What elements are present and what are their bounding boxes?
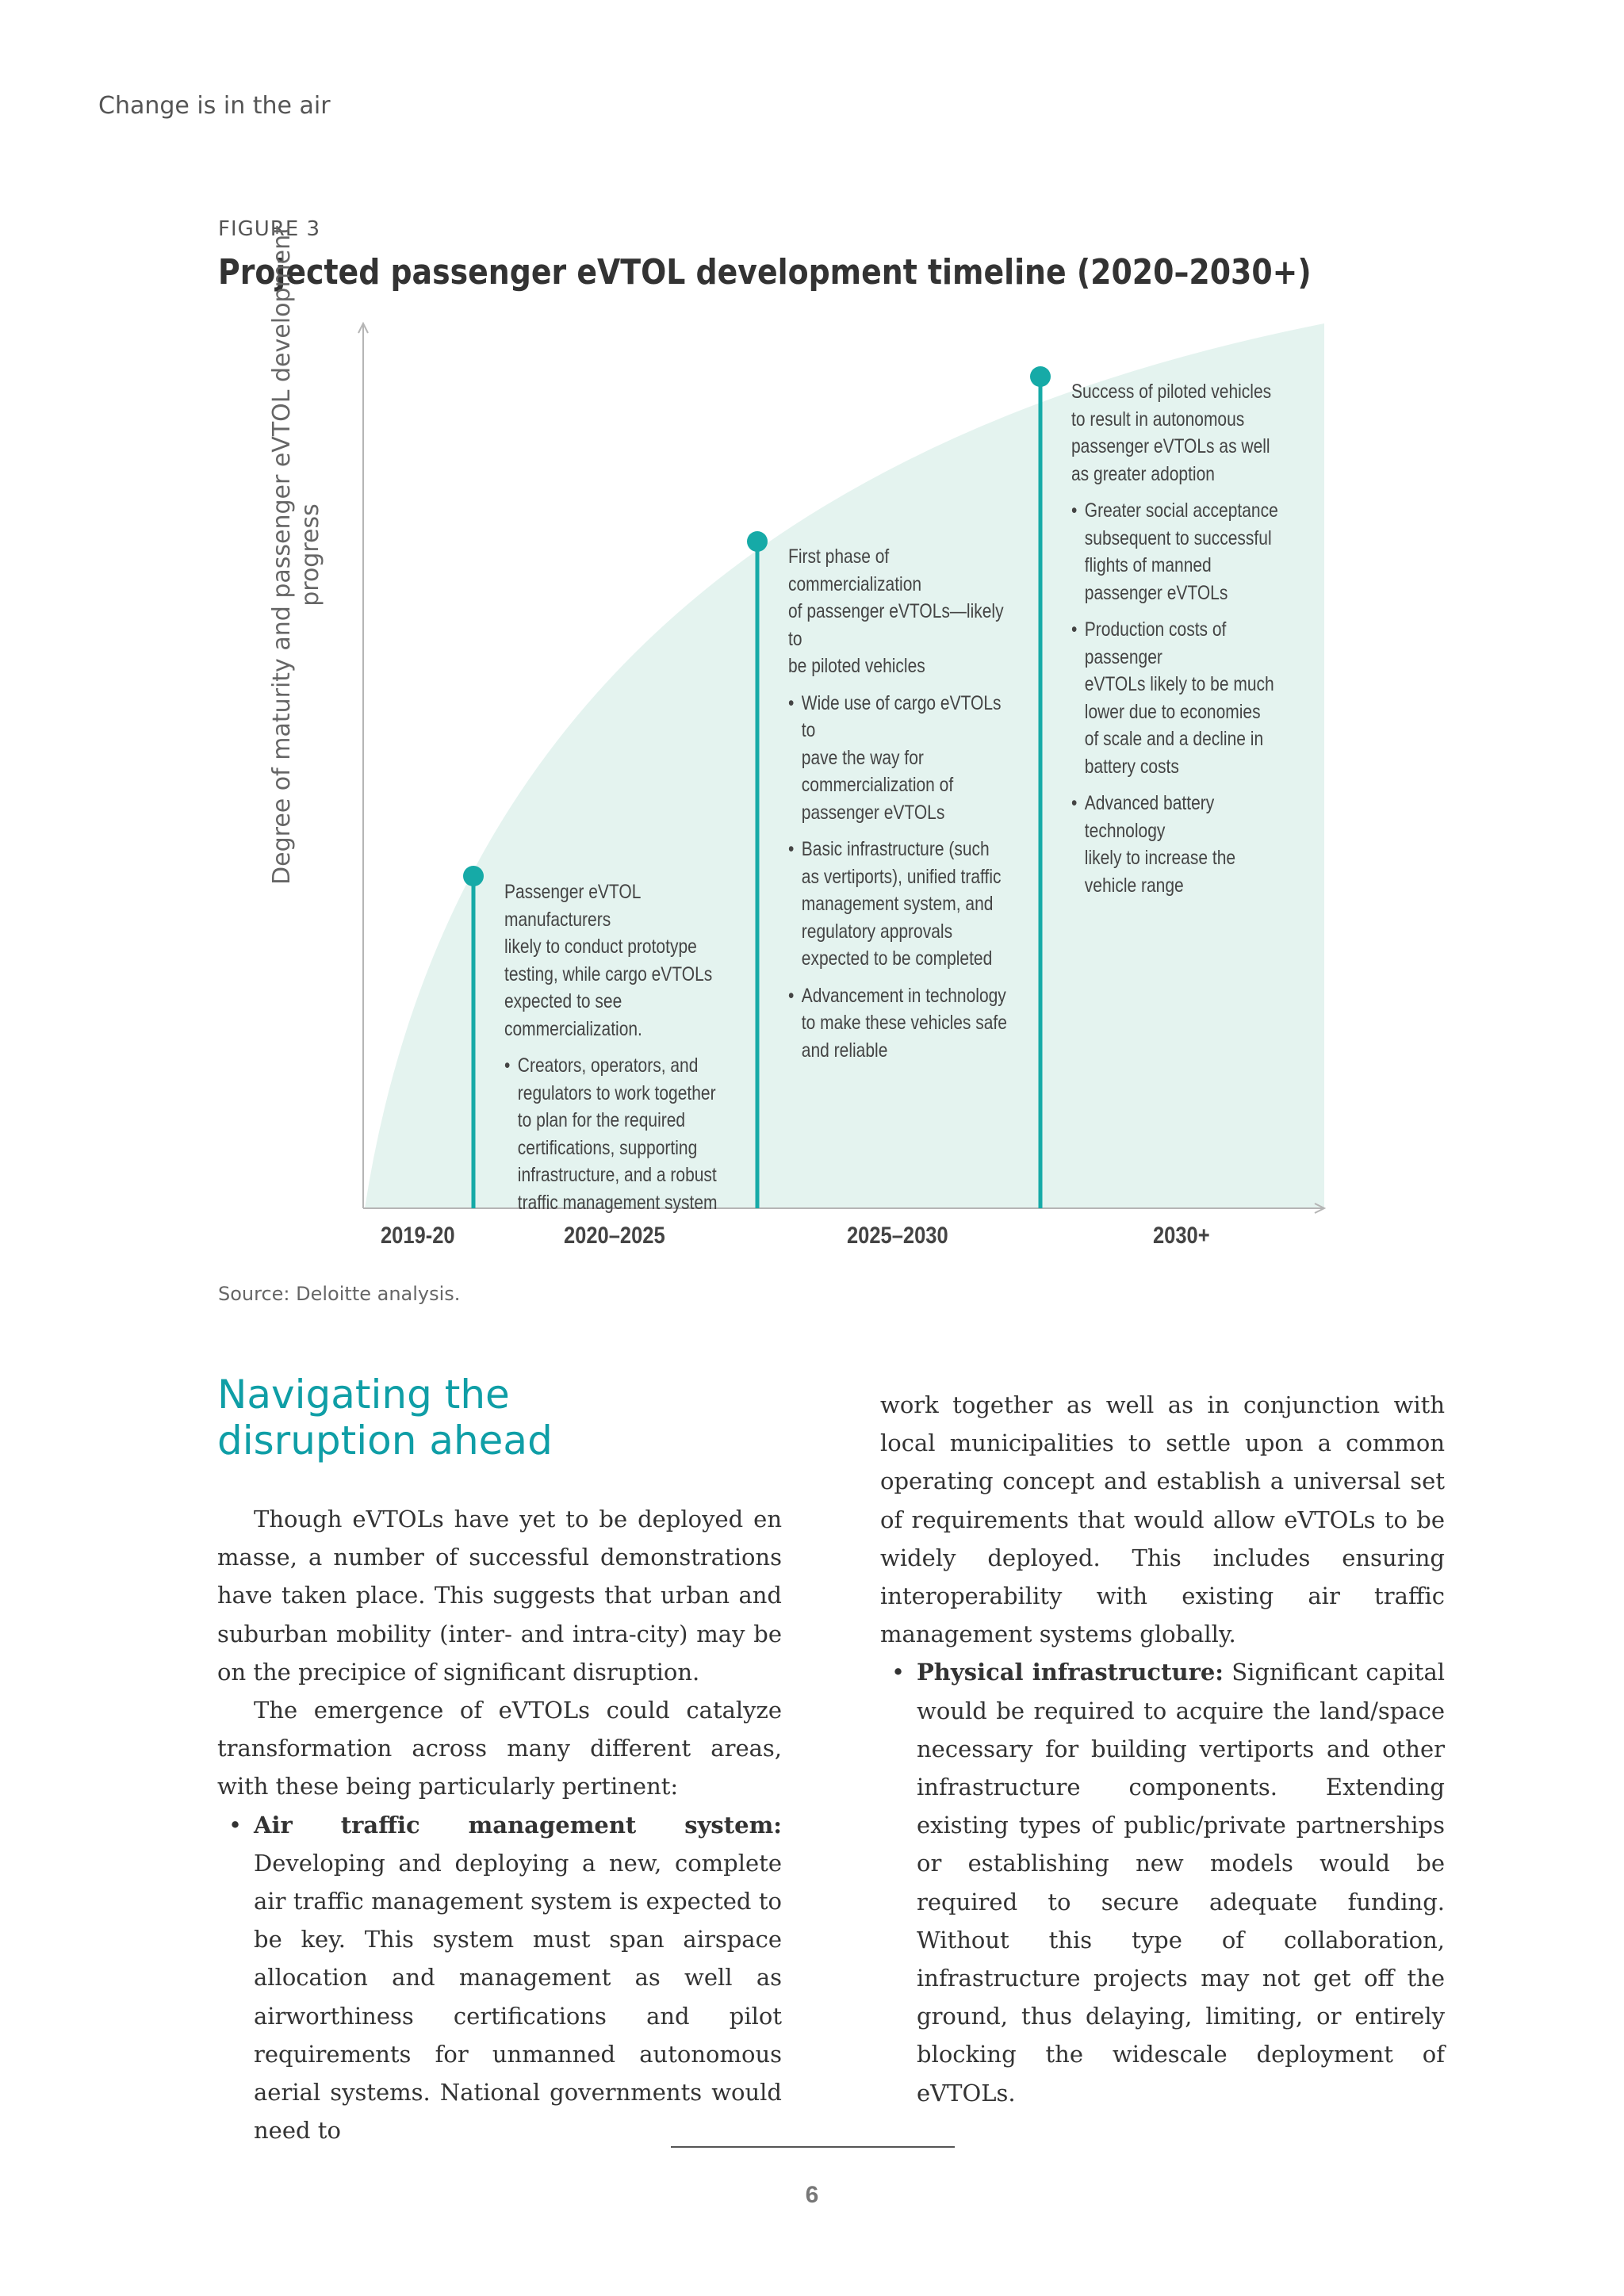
topic-text: Significant capital would be required to acquire the land/space necessary for building vertiports and other infrastructure components. Extending existing types of public/private partnerships or establishing new models would be required to secure adequate funding. Without this type of collaboration, infrastructure projects may not get off the ground, thus delaying, limiting, or entirely blocking the widescale deployment of eVTOLs. <box>917 1659 1446 2107</box>
section-heading <box>217 1372 772 1464</box>
phase-3-bullets <box>1071 497 1291 899</box>
phase-3-bullet: • Advanced battery technology likely to increase the vehicle range <box>1071 790 1291 899</box>
x-axis-tick-label: 2030+ <box>1153 1223 1210 1249</box>
phase-2-bullet: • Basic infrastructure (such as vertiports), unified traffic management system, and regulatory approvals expected to be completed <box>788 836 1008 973</box>
figure-title: Projected passenger eVTOL development timeline (2020–2030+) <box>218 252 1312 293</box>
topic-title: Physical infrastructure: <box>917 1659 1224 1686</box>
topic-list-continued <box>880 1386 1445 2112</box>
topic-list <box>217 1806 782 2150</box>
phase-2-intro: First phase of commercialization of passenger eVTOLs—likely to be piloted vehicles <box>788 545 1004 677</box>
phase-2-bullet: • Wide use of cargo eVTOLs to pave the way for commercialization of passenger eVTOLs <box>788 690 1008 827</box>
x-axis-tick-label: 2020–2025 <box>564 1223 665 1249</box>
topic-item-air-traffic <box>217 1806 782 2150</box>
topic-item-continued <box>880 1386 1445 1653</box>
x-axis-tick-label: 2025–2030 <box>847 1223 948 1249</box>
milestone-marker-2 <box>747 531 768 552</box>
figure-label: FIGURE 3 <box>218 217 321 241</box>
section-heading-line: disruption ahead <box>217 1418 553 1464</box>
phase-2-bullet: • Advancement in technology to make these vehicles safe and reliable <box>788 982 1008 1065</box>
x-axis-tick-label: 2019-20 <box>381 1223 455 1249</box>
milestone-marker-1 <box>463 866 484 886</box>
body-paragraph: The emergence of eVTOLs could catalyze transformation across many different areas, with these being particularly pertinent: <box>217 1697 782 1800</box>
phase-2019-20 <box>504 878 724 1226</box>
topic-item-infrastructure <box>880 1653 1445 2111</box>
topic-title: Air traffic management system: <box>254 1811 782 1839</box>
phase-2025-2030 <box>1071 378 1291 909</box>
phase-3-intro: Success of piloted vehicles to result in autonomous passenger eVTOLs as well as greater adoption <box>1071 381 1272 485</box>
phase-3-bullet: • Production costs of passenger eVTOLs likely to be much lower due to economies of scale and a decline in battery costs <box>1071 616 1291 780</box>
page-number: 6 <box>805 2182 819 2208</box>
phase-1-bullet: • Creators, operators, and regulators to work together to plan for the required certifications, supporting infrastructure, and a robust traffic management system <box>504 1052 724 1216</box>
y-axis-title: Degree of maturity and passenger eVTOL development progress <box>268 225 324 885</box>
footer-rule <box>671 2146 955 2148</box>
phase-1-bullets <box>504 1052 724 1216</box>
topic-text: Developing and deploying a new, complete air traffic management system is expected to be key. This system must span airspace allocation and management as well as airworthiness certifications and pilot requirements for unmanned autonomous aerial systems. National governments would need to <box>254 1849 782 2145</box>
milestone-marker-3 <box>1030 366 1051 387</box>
phase-2020-2025 <box>788 543 1008 1073</box>
running-header: Change is in the air <box>98 92 331 120</box>
body-paragraph: Though eVTOLs have yet to be deployed en masse, a number of successful demonstrations have taken place. This suggests that urban and suburban mobility (inter- and intra-city) may be on the precipice of significant disruption. <box>217 1506 782 1686</box>
figure-source: Source: Deloitte analysis. <box>218 1283 461 1305</box>
left-column <box>217 1500 782 2149</box>
topic-text: work together as well as in conjunction with local municipalities to settle upon a common operating concept and establish a universal set of requirements that would allow eVTOLs to be widely deployed. This includes ensuring interoperability with existing air traffic management systems globally. <box>880 1391 1445 1648</box>
phase-1-intro: Passenger eVTOL manufacturers likely to conduct prototype testing, while cargo eVTOLs expected to see commercialization. <box>504 881 713 1040</box>
section-heading-line: Navigating the <box>217 1372 510 1418</box>
phase-3-bullet: • Greater social acceptance subsequent to successful flights of manned passenger eVTOLs <box>1071 497 1291 607</box>
phase-2-bullets <box>788 690 1008 1065</box>
right-column <box>880 1386 1445 2112</box>
